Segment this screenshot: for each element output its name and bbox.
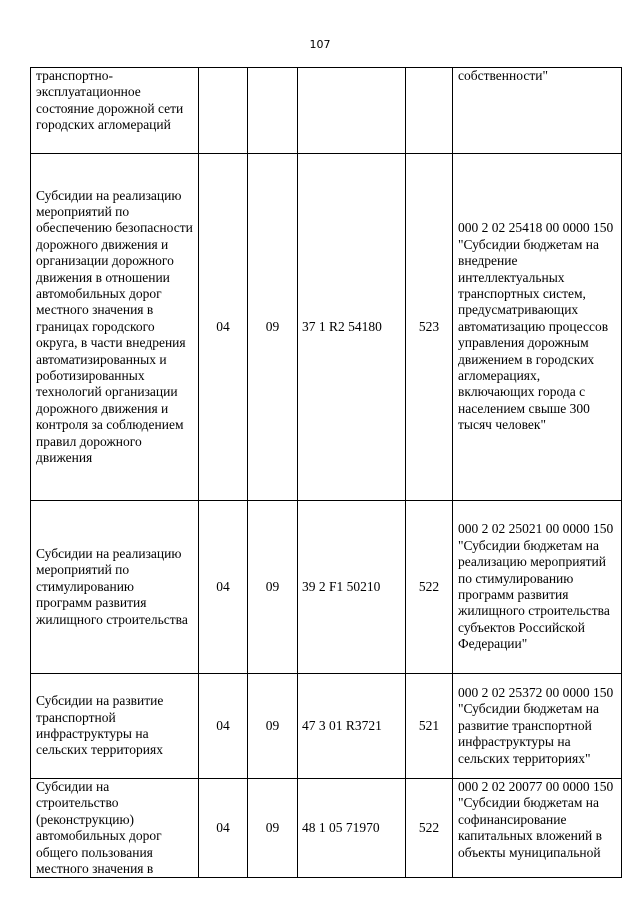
row-section: 04 [199,779,248,878]
row-section: 04 [199,674,248,779]
row-type: 523 [406,154,453,501]
row-type [406,68,453,154]
row-description: Субсидии на развитие транспортной инфраструктуры на сельских территориях [31,674,199,779]
row-target-code: 39 2 F1 50210 [298,501,406,674]
row-subsection: 09 [248,154,298,501]
row-revenue-code: 000 2 02 20077 00 0000 150 "Субсидии бюджетам на софинансирование капитальных вложений в объекты муниципальной [453,779,622,878]
table-row [31,674,622,779]
row-subsection: 09 [248,501,298,674]
row-description: транспортно-эксплуатационное состояние дорожной сети городских агломераций [31,68,199,154]
row-type: 522 [406,779,453,878]
table-row [31,779,622,878]
row-type: 521 [406,674,453,779]
row-description: Субсидии на реализацию мероприятий по обеспечению безопасности дорожного движения и организации дорожного движения в отношении автомобильных дорог местного значения в границах городского округа, в части внедрения автоматизированных и роботизированных технологий организации дорожного движения и контроля за соблюдением правил дорожного движения [31,154,199,501]
budget-table [30,67,622,878]
row-revenue-code: 000 2 02 25418 00 0000 150 "Субсидии бюджетам на внедрение интеллектуальных транспортных систем, предусматривающих автоматизацию процессов управления дорожным движением в городских агломерациях, включающих города с населением свыше 300 тысяч человек" [453,154,622,501]
row-subsection: 09 [248,674,298,779]
table-row [31,68,622,154]
row-subsection [248,68,298,154]
row-target-code: 37 1 R2 54180 [298,154,406,501]
row-subsection: 09 [248,779,298,878]
row-revenue-code: собственности" [453,68,622,154]
row-section: 04 [199,154,248,501]
row-section: 04 [199,501,248,674]
row-revenue-code: 000 2 02 25021 00 0000 150 "Субсидии бюджетам на реализацию мероприятий по стимулированию программ развития жилищного строительства субъектов Российской Федерации" [453,501,622,674]
row-target-code [298,68,406,154]
table-row [31,154,622,501]
row-target-code: 47 3 01 R3721 [298,674,406,779]
row-target-code: 48 1 05 71970 [298,779,406,878]
row-description: Субсидии на реализацию мероприятий по стимулированию программ развития жилищного строительства [31,501,199,674]
row-type: 522 [406,501,453,674]
row-section [199,68,248,154]
table-row [31,501,622,674]
row-description: Субсидии на строительство (реконструкцию) автомобильных дорог общего пользования местного значения в [31,779,199,878]
row-revenue-code: 000 2 02 25372 00 0000 150 "Субсидии бюджетам на развитие транспортной инфраструктуры на сельских территориях" [453,674,622,779]
page-number: 107 [309,38,331,51]
